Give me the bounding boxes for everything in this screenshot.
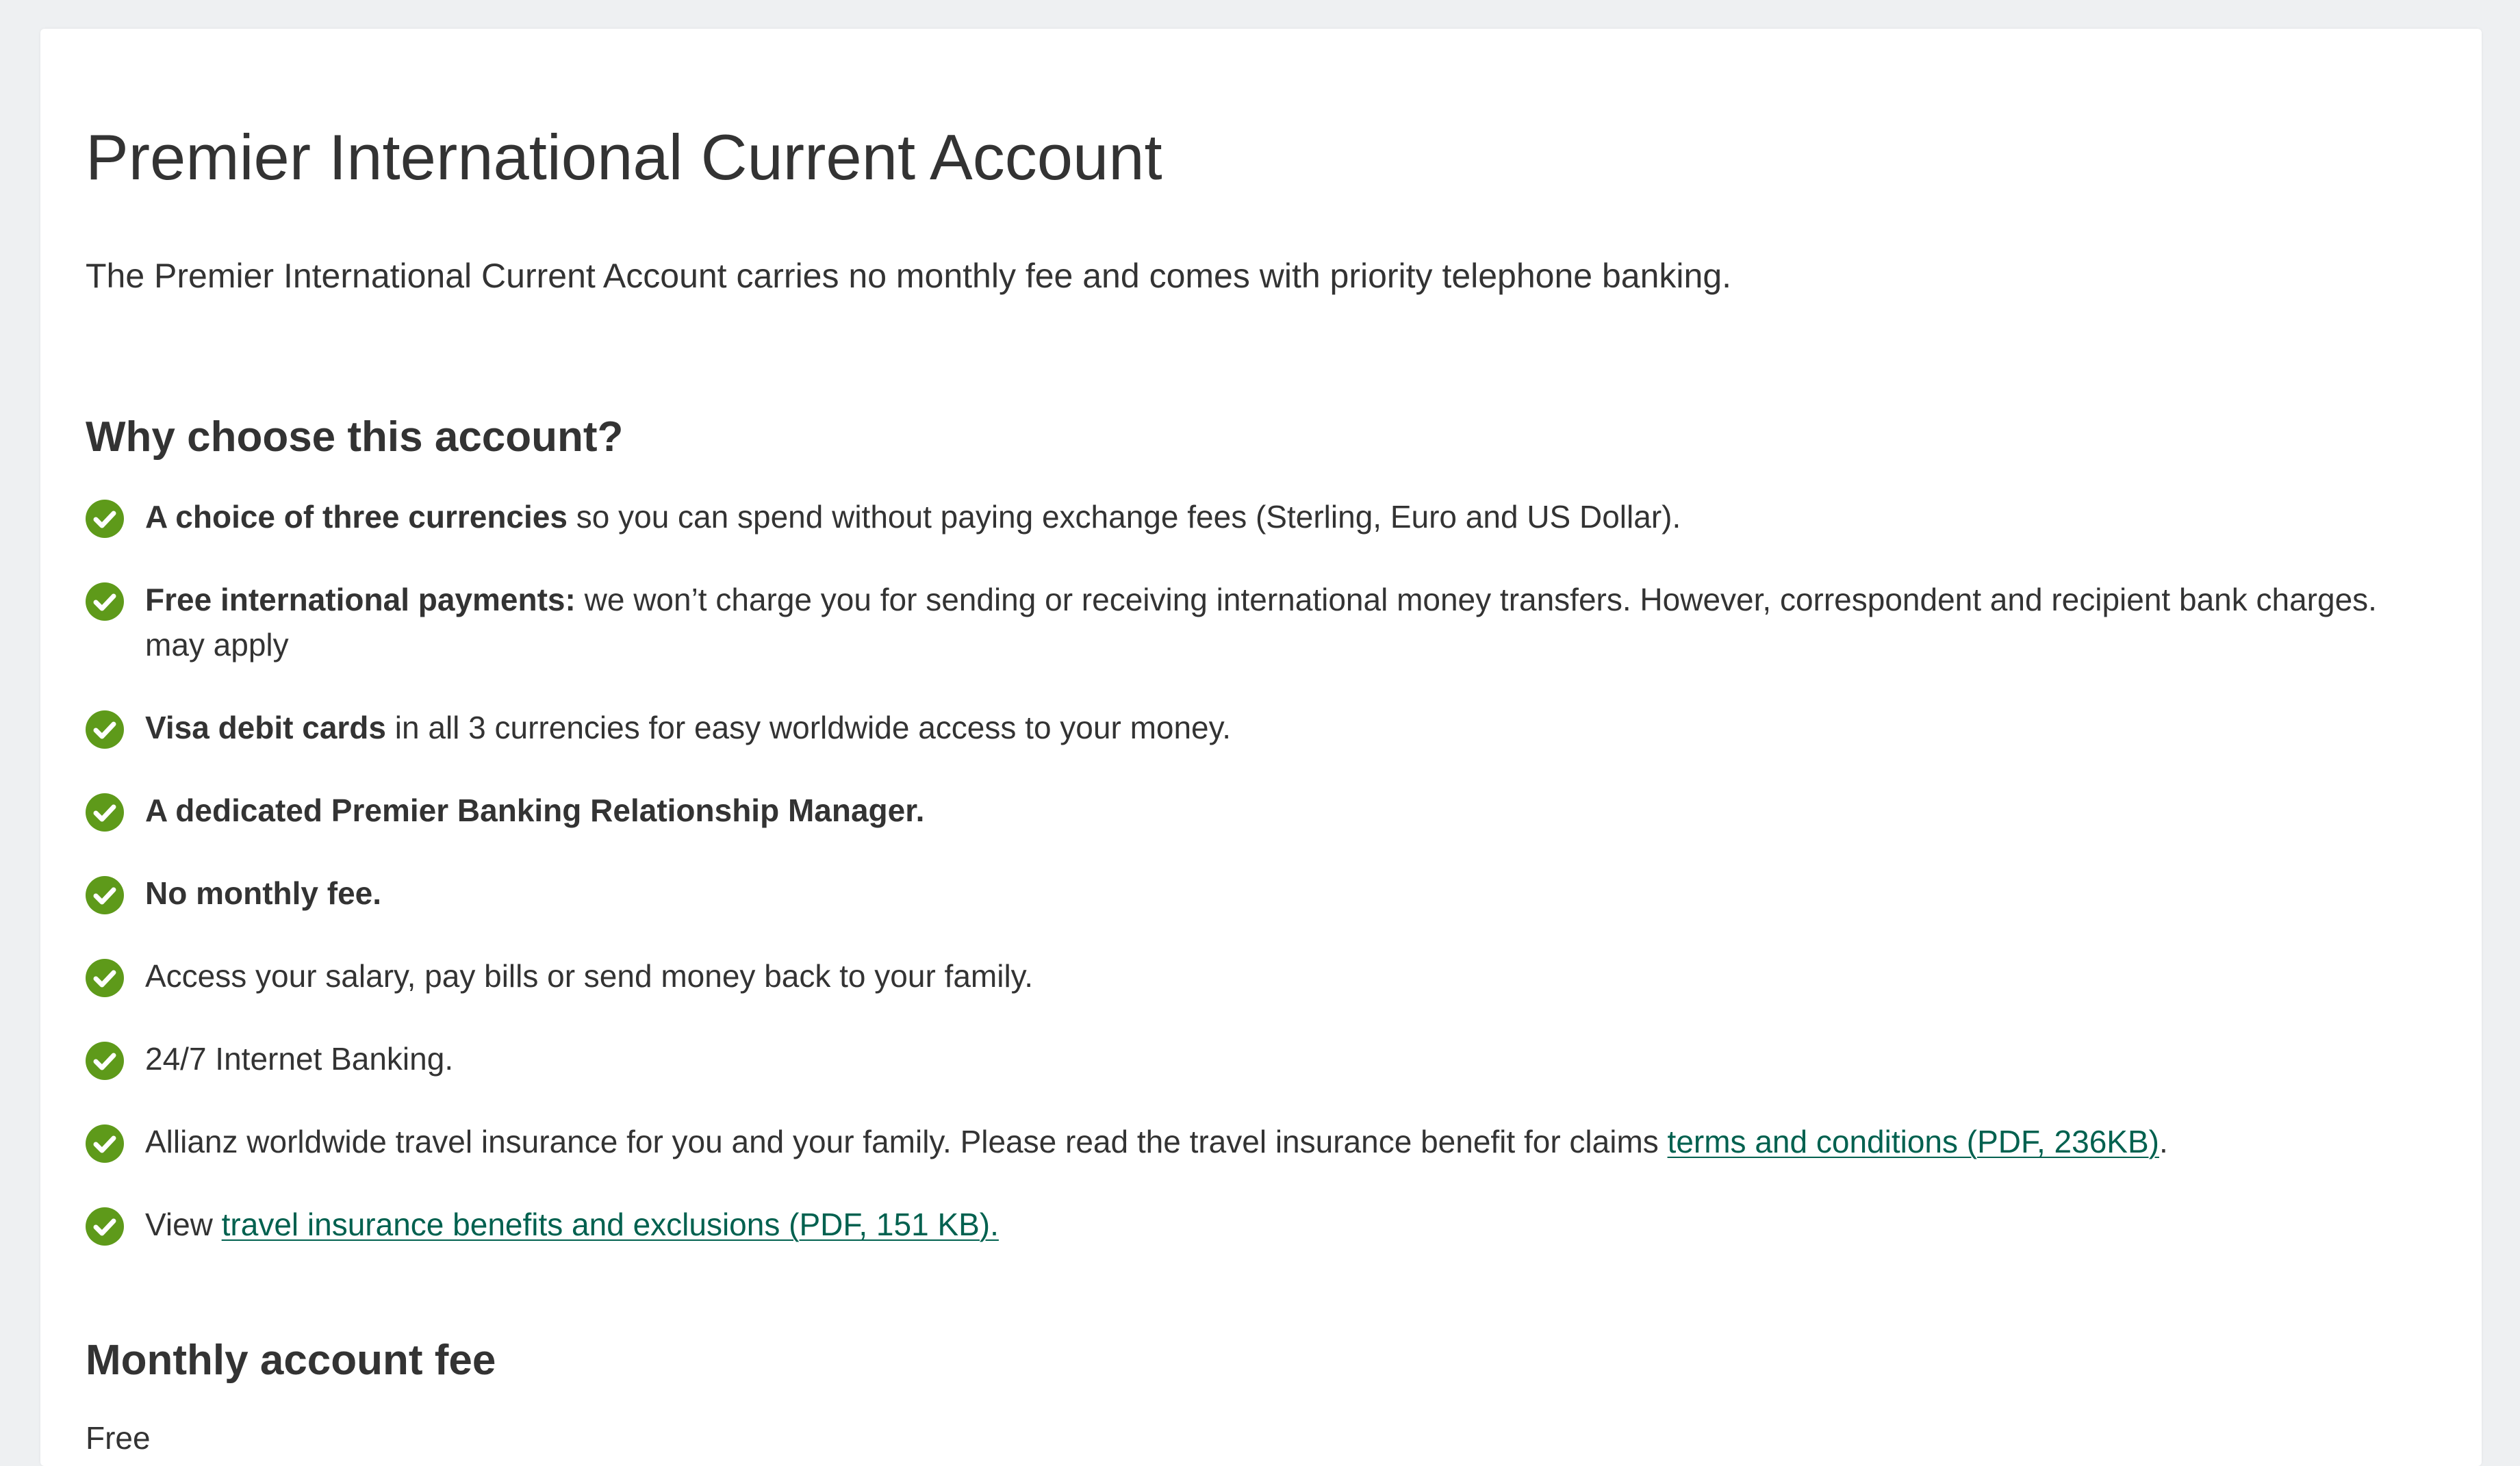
check-circle-icon bbox=[86, 959, 124, 997]
monthly-fee-value: Free bbox=[86, 1420, 151, 1456]
list-item bbox=[86, 1119, 2436, 1164]
benefit-text: we won’t charge you for sending or receiving international money transfers. However, correspondent and recipient bank charges. may apply bbox=[145, 582, 2377, 663]
why-choose-heading: Why choose this account? bbox=[86, 413, 624, 461]
benefit-bold: No monthly fee. bbox=[145, 875, 382, 911]
benefit-text: Allianz worldwide travel insurance for you and your family. Please read the travel insurance benefit for claims bbox=[145, 1124, 1668, 1159]
check-circle-icon bbox=[86, 1042, 124, 1080]
list-item bbox=[86, 788, 2436, 833]
benefit-bold: A dedicated Premier Banking Relationship Manager. bbox=[145, 793, 925, 828]
benefit-bold: Free international payments: bbox=[145, 582, 576, 617]
benefits-list bbox=[86, 494, 2436, 1285]
intro-text: The Premier International Current Account carries no monthly fee and comes with priority telephone banking. bbox=[86, 257, 1732, 295]
monthly-fee-heading: Monthly account fee bbox=[86, 1337, 496, 1384]
check-circle-icon bbox=[86, 582, 124, 621]
benefit-bold: A choice of three currencies bbox=[145, 499, 568, 535]
travel-insurance-benefits-link[interactable]: travel insurance benefits and exclusions (PDF, 151 KB). bbox=[221, 1207, 999, 1242]
check-circle-icon bbox=[86, 1207, 124, 1246]
terms-and-conditions-link[interactable]: terms and conditions (PDF, 236KB) bbox=[1667, 1124, 2159, 1159]
benefit-text: Access your salary, pay bills or send money back to your family. bbox=[145, 958, 1034, 994]
list-item bbox=[86, 871, 2436, 916]
list-item bbox=[86, 1202, 2436, 1247]
benefit-bold: Visa debit cards bbox=[145, 710, 386, 745]
list-item bbox=[86, 494, 2436, 539]
benefit-text: 24/7 Internet Banking. bbox=[145, 1041, 454, 1077]
content-card bbox=[40, 29, 2482, 1466]
list-item bbox=[86, 577, 2436, 667]
check-circle-icon bbox=[86, 710, 124, 749]
benefit-text: in all 3 currencies for easy worldwide access to your money. bbox=[386, 710, 1232, 745]
check-circle-icon bbox=[86, 876, 124, 914]
list-item bbox=[86, 1036, 2436, 1081]
list-item bbox=[86, 705, 2436, 750]
check-circle-icon bbox=[86, 1124, 124, 1163]
benefit-text: View bbox=[145, 1207, 222, 1242]
check-circle-icon bbox=[86, 793, 124, 832]
page-title: Premier International Current Account bbox=[86, 121, 1162, 193]
list-item bbox=[86, 953, 2436, 999]
benefit-text: so you can spend without paying exchange fees (Sterling, Euro and US Dollar). bbox=[567, 499, 1681, 535]
check-circle-icon bbox=[86, 500, 124, 538]
benefit-trailing-text: . bbox=[2159, 1124, 2168, 1159]
